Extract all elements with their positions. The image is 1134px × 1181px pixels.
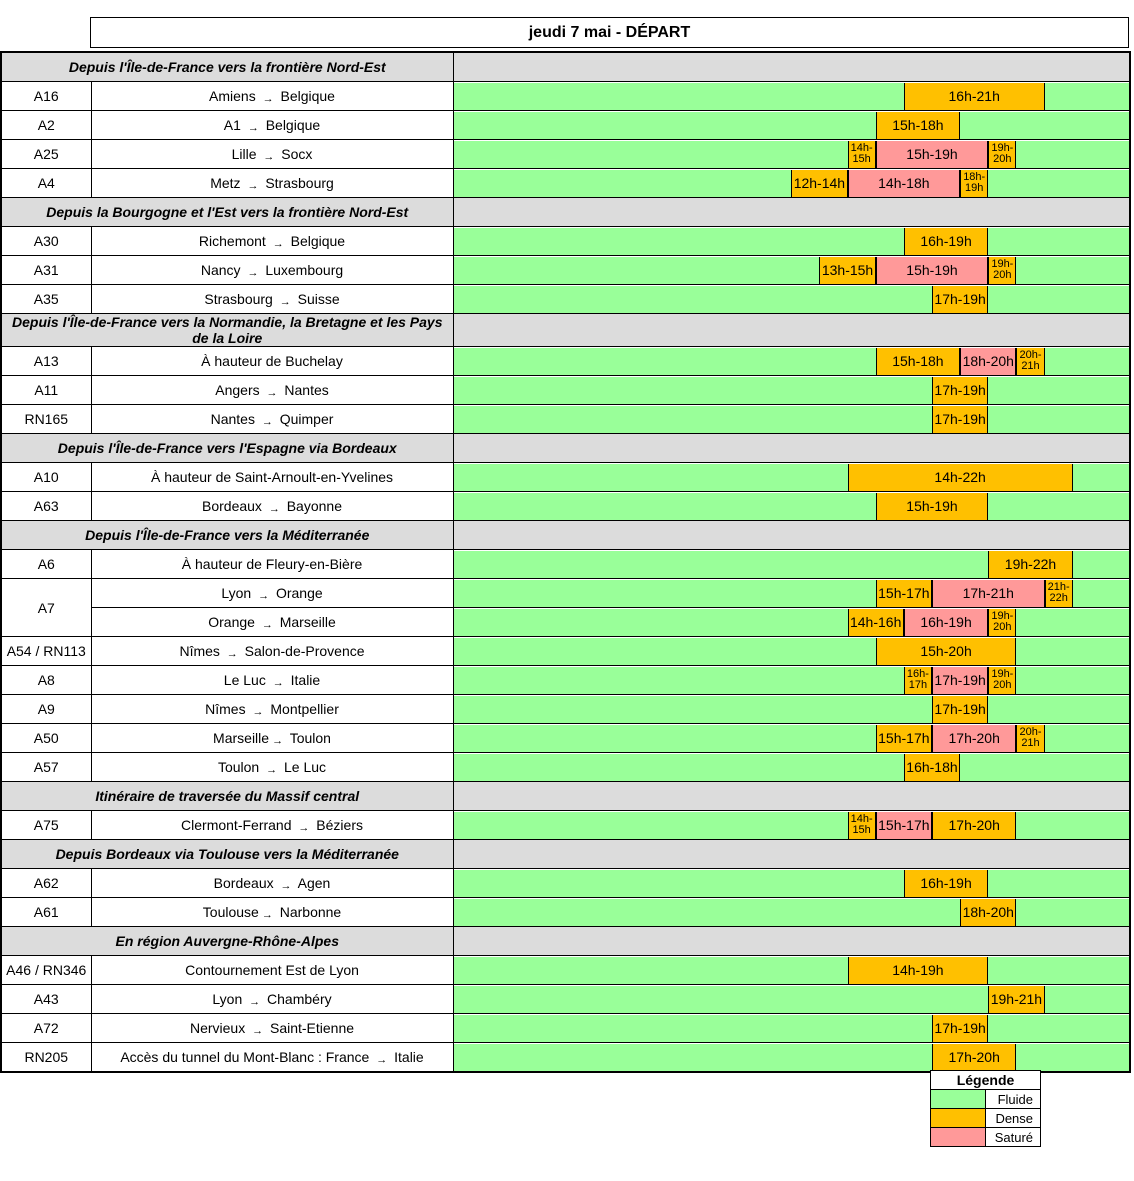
section-spacer (453, 840, 1130, 869)
legend-row (931, 1109, 1041, 1128)
timeline-track (454, 493, 1130, 520)
right-arrow-icon: → (258, 590, 270, 602)
section-label: En région Auvergne-Rhône-Alpes (1, 927, 453, 956)
road-code: A25 (1, 140, 91, 169)
right-arrow-icon: → (226, 648, 238, 660)
right-arrow-icon: → (252, 706, 264, 718)
timeline-cell (453, 869, 1130, 898)
route-cell: Nîmes → Salon-de-Provence (91, 637, 453, 666)
road-code: A63 (1, 492, 91, 521)
section-label: Depuis l'Île-de-France vers la Normandie, la Bretagne et les Pays de la Loire (1, 314, 453, 347)
right-arrow-icon: → (266, 764, 278, 776)
traffic-segment-dense: 15h-20h (876, 638, 1017, 665)
right-arrow-icon: → (261, 909, 273, 921)
traffic-segment-dense: 14h- 15h (848, 812, 876, 839)
section-row (1, 927, 1130, 956)
route-cell: Angers → Nantes (91, 376, 453, 405)
timeline-track (454, 464, 1130, 491)
timeline-track (454, 580, 1130, 607)
route-row (1, 666, 1130, 695)
traffic-segment-dense: 17h-19h (932, 377, 988, 404)
route-row (1, 608, 1130, 637)
right-arrow-icon: → (247, 267, 259, 279)
right-arrow-icon: → (376, 1054, 388, 1066)
route-row (1, 985, 1130, 1014)
traffic-segment-dense: 18h-20h (960, 899, 1016, 926)
timeline-track (454, 1044, 1130, 1071)
date-title: jeudi 7 mai - DÉPART (90, 17, 1129, 48)
road-code: A2 (1, 111, 91, 140)
traffic-segment-dense: 15h-18h (876, 112, 960, 139)
timeline-track (454, 696, 1130, 723)
traffic-segment-dense: 16h-19h (904, 870, 988, 897)
traffic-segment-dense: 17h-19h (932, 1015, 988, 1042)
route-row (1, 227, 1130, 256)
route-cell: Nantes → Quimper (91, 405, 453, 434)
section-spacer (453, 782, 1130, 811)
route-row (1, 140, 1130, 169)
legend-title: Légende (931, 1071, 1041, 1090)
road-code: A50 (1, 724, 91, 753)
route-row (1, 347, 1130, 376)
traffic-segment-dense: 19h- 20h (988, 257, 1016, 284)
traffic-segment-sature: 15h-19h (876, 141, 989, 168)
section-label: Depuis l'Île-de-France vers la Méditerranée (1, 521, 453, 550)
traffic-segment-dense: 17h-19h (932, 286, 988, 313)
section-label: Itinéraire de traversée du Massif central (1, 782, 453, 811)
timeline-track (454, 257, 1130, 284)
section-row (1, 782, 1130, 811)
traffic-segment-dense: 17h-19h (932, 696, 988, 723)
traffic-segment-dense: 17h-20h (932, 1044, 1016, 1071)
traffic-segment-dense: 14h-19h (848, 957, 989, 984)
road-code: RN165 (1, 405, 91, 434)
timeline-cell (453, 463, 1130, 492)
timeline-cell (453, 285, 1130, 314)
right-arrow-icon: → (249, 996, 261, 1008)
timeline-cell (453, 637, 1130, 666)
route-cell: Nancy → Luxembourg (91, 256, 453, 285)
timeline-cell (453, 227, 1130, 256)
legend-swatch-fluide (931, 1090, 986, 1109)
route-row (1, 405, 1130, 434)
route-cell: Accès du tunnel du Mont-Blanc : France → Italie (91, 1043, 453, 1073)
section-row (1, 521, 1130, 550)
traffic-segment-sature: 17h-19h (932, 667, 988, 694)
traffic-segment-dense: 16h-21h (904, 83, 1045, 110)
section-spacer (453, 314, 1130, 347)
route-cell: Toulouse → Narbonne (91, 898, 453, 927)
section-row (1, 434, 1130, 463)
route-cell: Orange → Marseille (91, 608, 453, 637)
timeline-cell (453, 82, 1130, 111)
road-code: A30 (1, 227, 91, 256)
road-code: A75 (1, 811, 91, 840)
route-cell: Richemont → Belgique (91, 227, 453, 256)
timeline-track (454, 667, 1130, 694)
traffic-segment-sature: 15h-19h (876, 257, 989, 284)
section-label: Depuis l'Île-de-France vers l'Espagne via Bordeaux (1, 434, 453, 463)
right-arrow-icon: → (247, 122, 259, 134)
timeline-cell (453, 140, 1130, 169)
route-cell: À hauteur de Buchelay (91, 347, 453, 376)
legend-swatch-dense (931, 1109, 986, 1128)
route-cell: Contournement Est de Lyon (91, 956, 453, 985)
road-code: A31 (1, 256, 91, 285)
timeline-cell (453, 550, 1130, 579)
traffic-segment-dense: 15h-17h (876, 725, 932, 752)
timeline-cell (453, 666, 1130, 695)
timeline-track (454, 812, 1130, 839)
right-arrow-icon: → (262, 93, 274, 105)
right-arrow-icon: → (261, 416, 273, 428)
traffic-segment-dense: 14h-22h (848, 464, 1073, 491)
timeline-track (454, 141, 1130, 168)
section-spacer (453, 52, 1130, 82)
road-code: A61 (1, 898, 91, 927)
timeline-cell (453, 111, 1130, 140)
route-row (1, 376, 1130, 405)
route-row (1, 285, 1130, 314)
route-row (1, 637, 1130, 666)
traffic-segment-sature: 18h-20h (960, 348, 1016, 375)
legend-row (931, 1128, 1041, 1147)
route-cell: Marseille → Toulon (91, 724, 453, 753)
route-cell: Clermont-Ferrand → Béziers (91, 811, 453, 840)
timeline-cell (453, 1043, 1130, 1073)
route-row (1, 1043, 1130, 1073)
route-row (1, 811, 1130, 840)
traffic-segment-dense: 14h- 15h (848, 141, 876, 168)
route-cell: Lille → Socx (91, 140, 453, 169)
section-row (1, 314, 1130, 347)
traffic-segment-dense: 18h- 19h (960, 170, 988, 197)
right-arrow-icon: → (247, 180, 259, 192)
route-row (1, 695, 1130, 724)
route-cell: Metz → Strasbourg (91, 169, 453, 198)
traffic-segment-dense: 16h-19h (904, 228, 988, 255)
route-row (1, 1014, 1130, 1043)
timeline-track (454, 957, 1130, 984)
route-cell: Lyon → Orange (91, 579, 453, 608)
road-code: A8 (1, 666, 91, 695)
timeline-cell (453, 811, 1130, 840)
traffic-segment-dense: 21h- 22h (1045, 580, 1073, 607)
traffic-segment-dense: 16h-18h (904, 754, 960, 781)
section-spacer (453, 198, 1130, 227)
traffic-segment-dense: 17h-20h (932, 812, 1016, 839)
timeline-track (454, 899, 1130, 926)
road-code: A10 (1, 463, 91, 492)
right-arrow-icon: → (268, 503, 280, 515)
traffic-segment-sature: 16h-19h (904, 609, 988, 636)
right-arrow-icon: → (266, 387, 278, 399)
section-spacer (453, 927, 1130, 956)
timeline-track (454, 83, 1130, 110)
timeline-cell (453, 347, 1130, 376)
right-arrow-icon: → (298, 822, 310, 834)
right-arrow-icon: → (279, 296, 291, 308)
route-row (1, 898, 1130, 927)
route-row (1, 256, 1130, 285)
route-cell: Strasbourg → Suisse (91, 285, 453, 314)
route-cell: À hauteur de Saint-Arnoult-en-Yvelines (91, 463, 453, 492)
timeline-track (454, 986, 1130, 1013)
road-code: A13 (1, 347, 91, 376)
legend-label-dense: Dense (986, 1109, 1041, 1128)
road-code: A46 / RN346 (1, 956, 91, 985)
route-cell: A1 → Belgique (91, 111, 453, 140)
route-cell: Toulon → Le Luc (91, 753, 453, 782)
right-arrow-icon: → (252, 1025, 264, 1037)
section-label: Depuis Bordeaux via Toulouse vers la Méditerranée (1, 840, 453, 869)
timeline-track (454, 1015, 1130, 1042)
traffic-segment-dense: 20h- 21h (1016, 348, 1044, 375)
route-cell: Lyon → Chambéry (91, 985, 453, 1014)
timeline-track (454, 725, 1130, 752)
traffic-segment-sature: 15h-17h (876, 812, 932, 839)
section-row (1, 840, 1130, 869)
right-arrow-icon: → (280, 880, 292, 892)
section-spacer (453, 434, 1130, 463)
legend-label-sature: Saturé (986, 1128, 1041, 1147)
route-cell: Amiens → Belgique (91, 82, 453, 111)
route-row (1, 82, 1130, 111)
timeline-track (454, 348, 1130, 375)
right-arrow-icon: → (272, 238, 284, 250)
traffic-segment-dense: 17h-19h (932, 406, 988, 433)
route-row (1, 724, 1130, 753)
road-code: A72 (1, 1014, 91, 1043)
timeline-track (454, 112, 1130, 139)
timeline-cell (453, 695, 1130, 724)
road-code: A16 (1, 82, 91, 111)
timeline-cell (453, 1014, 1130, 1043)
section-row (1, 198, 1130, 227)
traffic-segment-dense: 19h-21h (988, 986, 1044, 1013)
legend (930, 1070, 1041, 1147)
legend-swatch-sature (931, 1128, 986, 1147)
route-row (1, 463, 1130, 492)
timeline-track (454, 228, 1130, 255)
traffic-segment-dense: 12h-14h (791, 170, 847, 197)
right-arrow-icon: → (263, 151, 275, 163)
timeline-track (454, 551, 1130, 578)
traffic-table (0, 51, 1131, 1073)
route-cell: Nîmes → Montpellier (91, 695, 453, 724)
right-arrow-icon: → (261, 619, 273, 631)
traffic-segment-dense: 19h- 20h (988, 667, 1016, 694)
section-label: Depuis l'Île-de-France vers la frontière Nord-Est (1, 52, 453, 82)
road-code: A11 (1, 376, 91, 405)
traffic-segment-sature: 14h-18h (848, 170, 961, 197)
timeline-cell (453, 898, 1130, 927)
timeline-track (454, 609, 1130, 636)
traffic-segment-dense: 13h-15h (819, 257, 875, 284)
route-row (1, 956, 1130, 985)
timeline-cell (453, 753, 1130, 782)
road-code: A62 (1, 869, 91, 898)
traffic-segment-dense: 14h-16h (848, 609, 904, 636)
route-row (1, 869, 1130, 898)
traffic-segment-dense: 15h-19h (876, 493, 989, 520)
road-code: A7 (1, 579, 91, 637)
traffic-segment-sature: 17h-21h (932, 580, 1045, 607)
route-cell: À hauteur de Fleury-en-Bière (91, 550, 453, 579)
timeline-track (454, 406, 1130, 433)
route-cell: Le Luc → Italie (91, 666, 453, 695)
legend-row (931, 1090, 1041, 1109)
timeline-cell (453, 492, 1130, 521)
route-row (1, 550, 1130, 579)
right-arrow-icon: → (272, 735, 284, 747)
timeline-cell (453, 169, 1130, 198)
timeline-track (454, 870, 1130, 897)
traffic-segment-dense: 19h- 20h (988, 609, 1016, 636)
road-code: RN205 (1, 1043, 91, 1073)
traffic-segment-sature: 17h-20h (932, 725, 1016, 752)
road-code: A9 (1, 695, 91, 724)
traffic-segment-dense: 15h-18h (876, 348, 960, 375)
traffic-segment-dense: 19h-22h (988, 551, 1072, 578)
traffic-segment-dense: 19h- 20h (988, 141, 1016, 168)
timeline-cell (453, 405, 1130, 434)
legend-label-fluide: Fluide (986, 1090, 1041, 1109)
section-spacer (453, 521, 1130, 550)
timeline-track (454, 377, 1130, 404)
timeline-cell (453, 579, 1130, 608)
route-row (1, 111, 1130, 140)
right-arrow-icon: → (272, 677, 284, 689)
timeline-track (454, 170, 1130, 197)
timeline-cell (453, 608, 1130, 637)
timeline-cell (453, 376, 1130, 405)
timeline-cell (453, 724, 1130, 753)
timeline-track (454, 638, 1130, 665)
route-row (1, 753, 1130, 782)
timeline-cell (453, 985, 1130, 1014)
route-row (1, 169, 1130, 198)
timeline-cell (453, 256, 1130, 285)
timeline-track (454, 286, 1130, 313)
route-cell: Bordeaux → Bayonne (91, 492, 453, 521)
section-row (1, 52, 1130, 82)
route-row (1, 492, 1130, 521)
road-code: A6 (1, 550, 91, 579)
route-cell: Nervieux → Saint-Etienne (91, 1014, 453, 1043)
route-row (1, 579, 1130, 608)
section-label: Depuis la Bourgogne et l'Est vers la frontière Nord-Est (1, 198, 453, 227)
road-code: A54 / RN113 (1, 637, 91, 666)
road-code: A57 (1, 753, 91, 782)
legend-header-row (931, 1071, 1041, 1090)
traffic-segment-dense: 16h- 17h (904, 667, 932, 694)
road-code: A43 (1, 985, 91, 1014)
timeline-cell (453, 956, 1130, 985)
timeline-track (454, 754, 1130, 781)
traffic-segment-dense: 20h- 21h (1016, 725, 1044, 752)
road-code: A35 (1, 285, 91, 314)
traffic-segment-dense: 15h-17h (876, 580, 932, 607)
road-code: A4 (1, 169, 91, 198)
route-cell: Bordeaux → Agen (91, 869, 453, 898)
